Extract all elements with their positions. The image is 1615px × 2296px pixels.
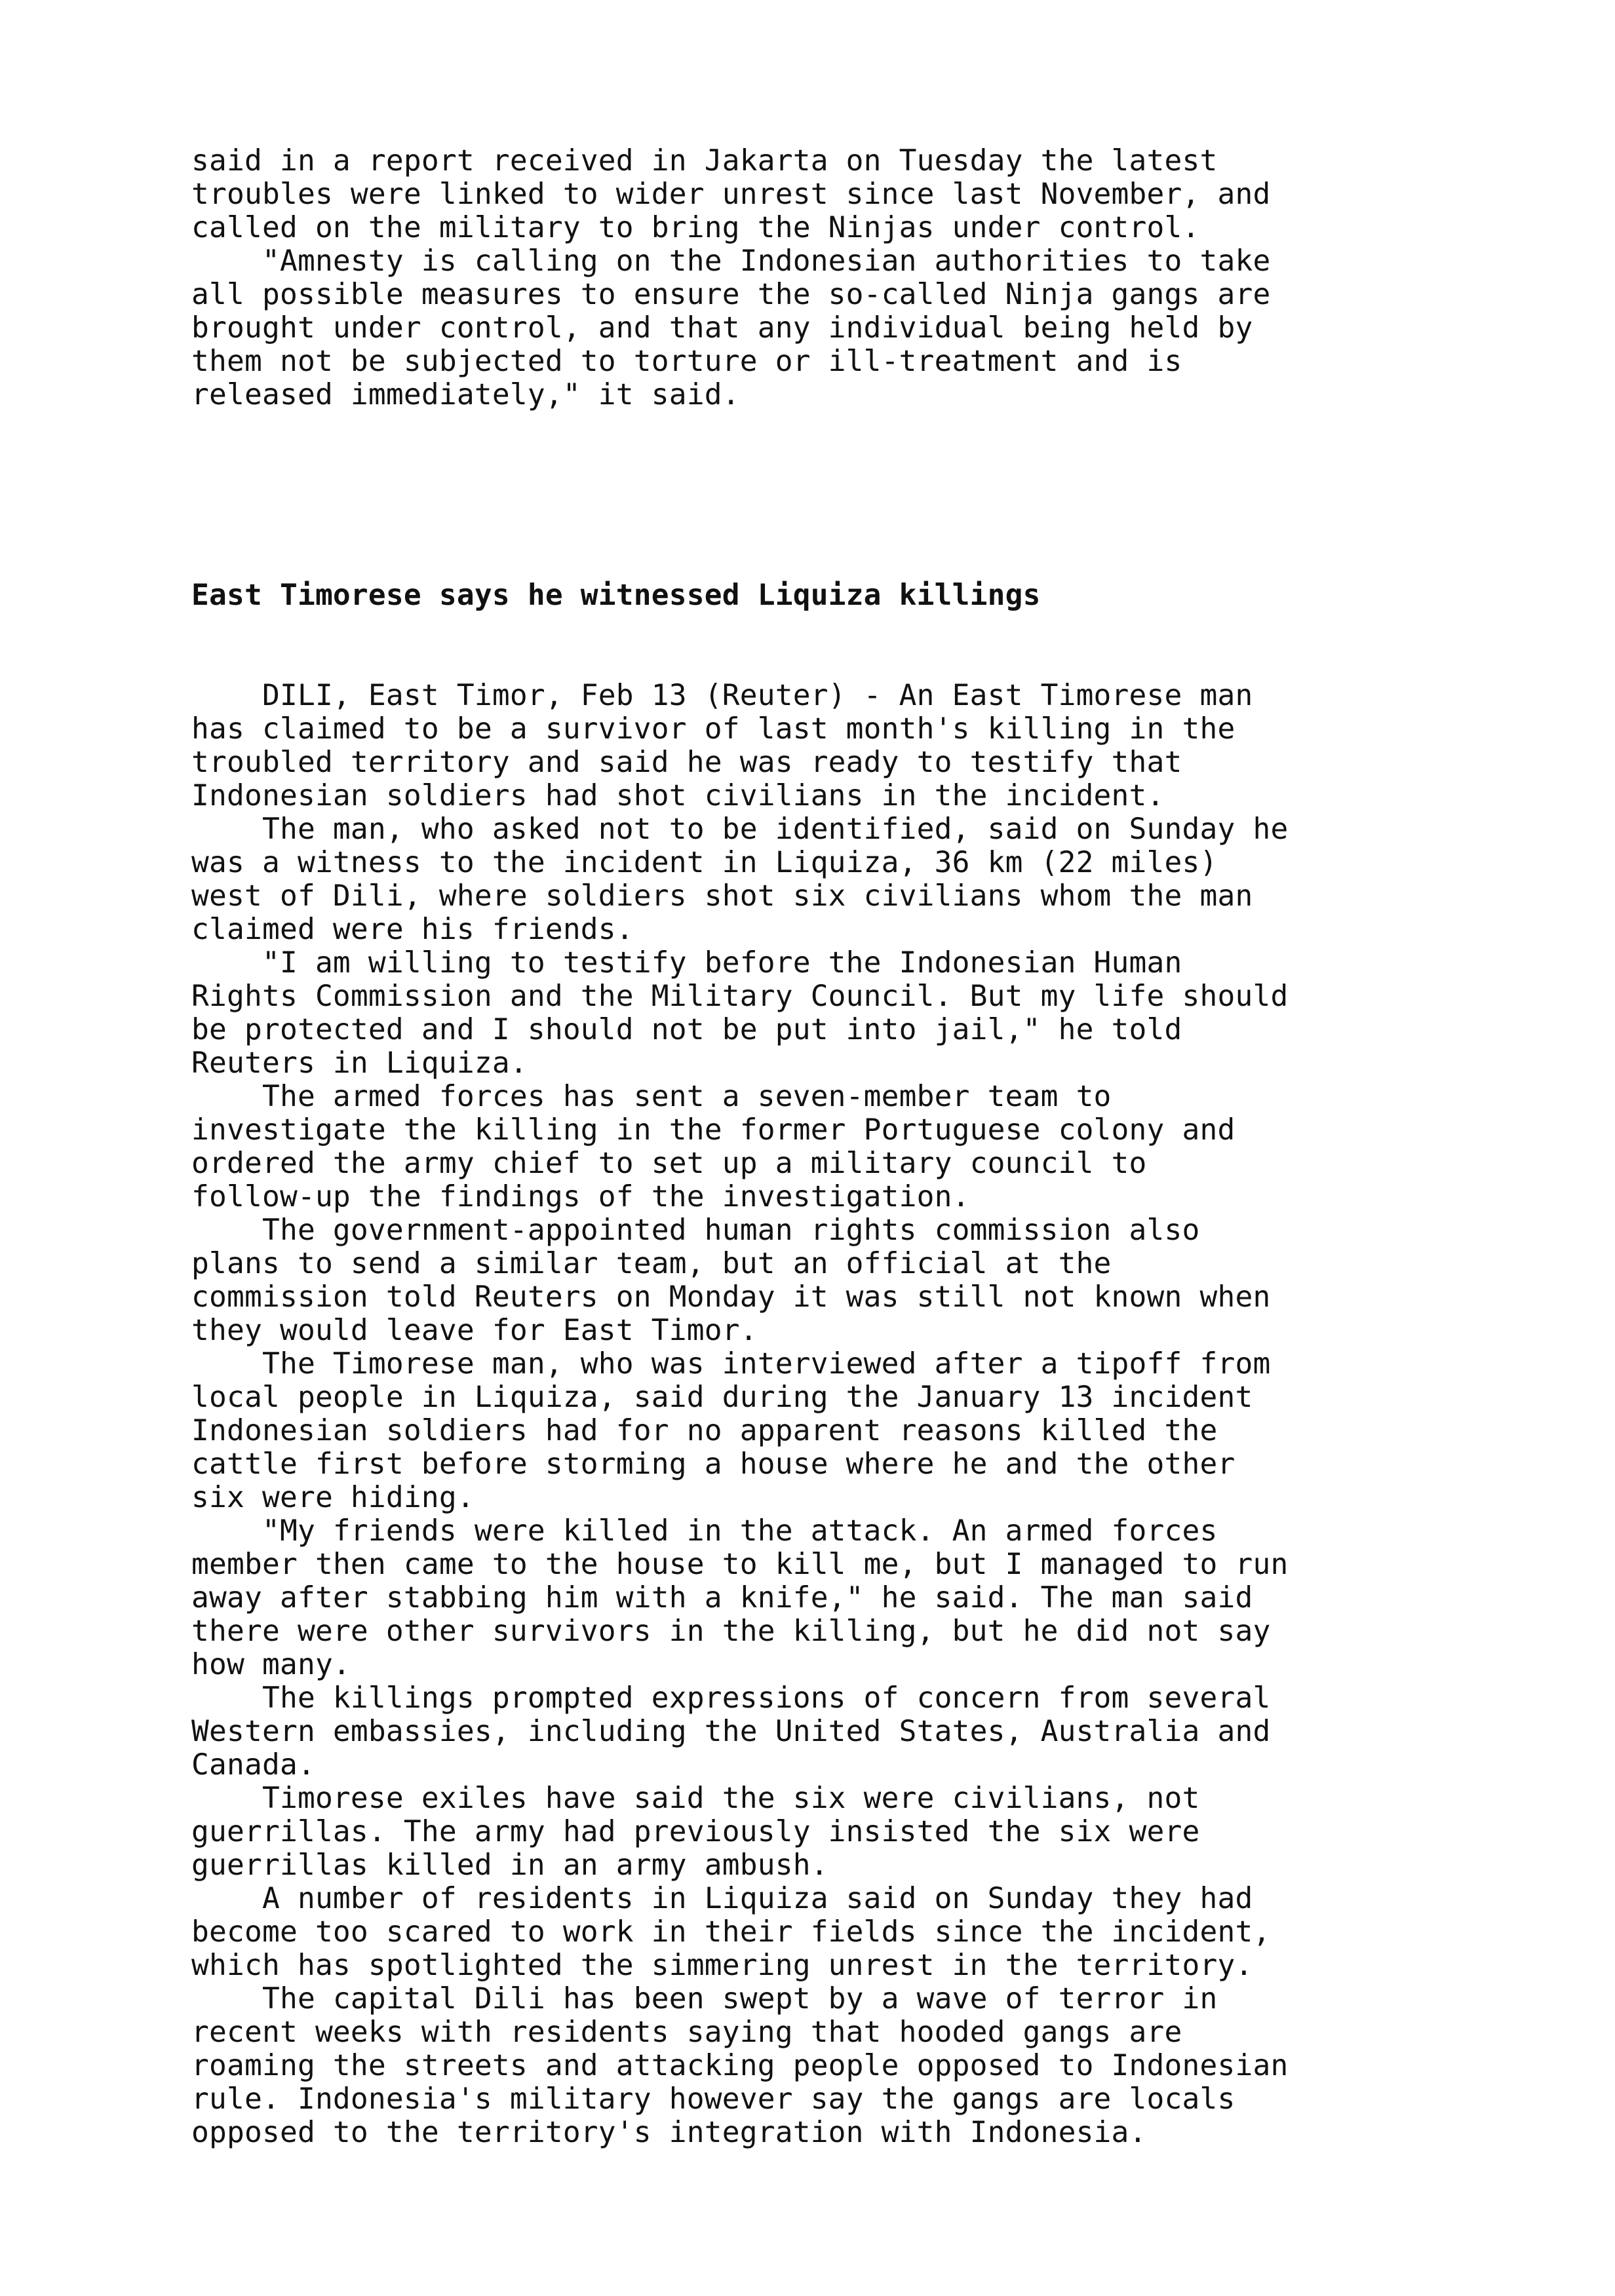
text-line: west of Dili, where soldiers shot six civilians whom the man bbox=[191, 879, 1253, 913]
text-line: Rights Commission and the Military Council. But my life should bbox=[191, 980, 1289, 1013]
text-line: troubled territory and said he was ready to testify that bbox=[191, 746, 1182, 779]
text-line: claimed were his friends. bbox=[191, 913, 634, 946]
text-line: guerrillas. The army had previously insisted the six were bbox=[191, 1815, 1200, 1848]
text-line: troubles were linked to wider unrest since last November, and bbox=[191, 178, 1271, 211]
text-line: six were hiding. bbox=[191, 1481, 475, 1514]
text-line: DILI, East Timor, Feb 13 (Reuter) - An East Timorese man bbox=[191, 679, 1253, 712]
intro-paragraphs bbox=[191, 144, 1450, 411]
text-line: Reuters in Liquiza. bbox=[191, 1046, 528, 1080]
text-line: become too scared to work in their fields since the incident, bbox=[191, 1915, 1271, 1949]
text-line: they would leave for East Timor. bbox=[191, 1314, 758, 1347]
text-line: them not be subjected to torture or ill-treatment and is bbox=[191, 345, 1182, 378]
text-line: A number of residents in Liquiza said on Sunday they had bbox=[191, 1882, 1253, 1915]
text-line: which has spotlighted the simmering unrest in the territory. bbox=[191, 1949, 1253, 1982]
text-line: be protected and I should not be put into jail," he told bbox=[191, 1013, 1182, 1046]
text-line: was a witness to the incident in Liquiza, 36 km (22 miles) bbox=[191, 846, 1218, 879]
text-line: guerrillas killed in an army ambush. bbox=[191, 1848, 828, 1882]
text-line: investigate the killing in the former Portuguese colony and bbox=[191, 1113, 1236, 1147]
text-line: rule. Indonesia's military however say the gangs are locals bbox=[191, 2082, 1236, 2116]
text-line: cattle first before storming a house where he and the other bbox=[191, 1447, 1236, 1481]
text-line: all possible measures to ensure the so-called Ninja gangs are bbox=[191, 278, 1271, 311]
text-line: Indonesian soldiers had for no apparent reasons killed the bbox=[191, 1414, 1218, 1447]
text-line: has claimed to be a survivor of last month's killing in the bbox=[191, 712, 1236, 746]
text-line: opposed to the territory's integration with Indonesia. bbox=[191, 2116, 1147, 2149]
text-line: The Timorese man, who was interviewed after a tipoff from bbox=[191, 1347, 1271, 1381]
text-line: follow-up the findings of the investigation. bbox=[191, 1180, 970, 1214]
text-line: "I am willing to testify before the Indonesian Human bbox=[191, 946, 1182, 980]
text-line: member then came to the house to kill me, but I managed to run bbox=[191, 1548, 1289, 1581]
paragraph-gap bbox=[191, 478, 1450, 512]
text-line: said in a report received in Jakarta on Tuesday the latest bbox=[191, 144, 1218, 178]
text-line: "Amnesty is calling on the Indonesian authorities to take bbox=[191, 244, 1271, 278]
text-line: plans to send a similar team, but an official at the bbox=[191, 1247, 1112, 1280]
text-line: Canada. bbox=[191, 1748, 315, 1782]
text-line: Indonesian soldiers had shot civilians in the incident. bbox=[191, 779, 1165, 813]
text-line: The man, who asked not to be identified, said on Sunday he bbox=[191, 813, 1289, 846]
text-line: ordered the army chief to set up a military council to bbox=[191, 1147, 1147, 1180]
text-line: commission told Reuters on Monday it was still not known when bbox=[191, 1280, 1271, 1314]
text-line: how many. bbox=[191, 1648, 351, 1681]
text-line: recent weeks with residents saying that hooded gangs are bbox=[191, 2016, 1182, 2049]
article-body bbox=[191, 679, 1450, 2149]
text-line: The capital Dili has been swept by a wave of terror in bbox=[191, 1982, 1218, 2016]
article-headline: East Timorese says he witnessed Liquiza killings bbox=[191, 579, 1041, 612]
document-page bbox=[191, 77, 1450, 2183]
text-line: brought under control, and that any individual being held by bbox=[191, 311, 1253, 345]
text-line: there were other survivors in the killing, but he did not say bbox=[191, 1615, 1271, 1648]
text-line: called on the military to bring the Ninjas under control. bbox=[191, 211, 1200, 244]
text-line: roaming the streets and attacking people opposed to Indonesian bbox=[191, 2049, 1289, 2082]
text-line: released immediately," it said. bbox=[191, 378, 740, 411]
text-line: away after stabbing him with a knife," he said. The man said bbox=[191, 1581, 1253, 1615]
text-line: Timorese exiles have said the six were civilians, not bbox=[191, 1782, 1200, 1815]
text-line: The killings prompted expressions of concern from several bbox=[191, 1681, 1271, 1715]
text-line: "My friends were killed in the attack. An armed forces bbox=[191, 1514, 1218, 1548]
text-line: Western embassies, including the United States, Australia and bbox=[191, 1715, 1271, 1748]
text-line: The armed forces has sent a seven-member team to bbox=[191, 1080, 1112, 1113]
text-line: local people in Liquiza, said during the January 13 incident bbox=[191, 1381, 1253, 1414]
text-line: The government-appointed human rights commission also bbox=[191, 1214, 1200, 1247]
